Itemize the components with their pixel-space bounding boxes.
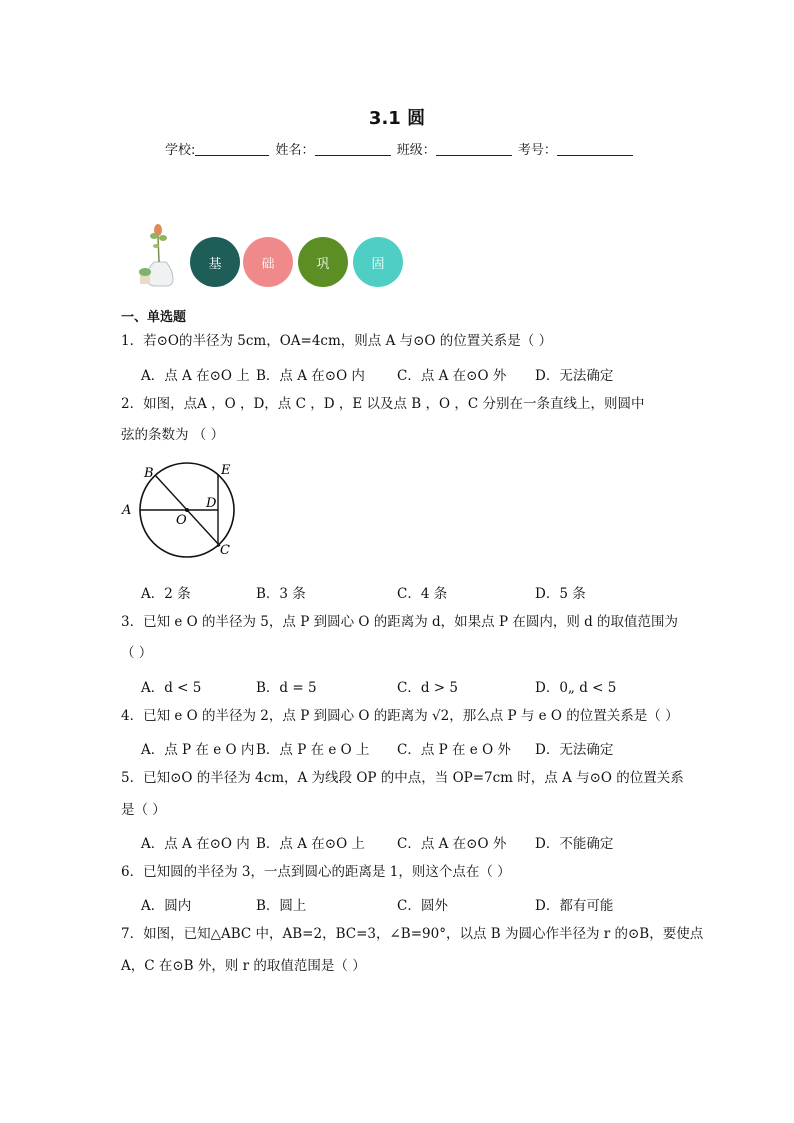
q5-option-d[interactable]: D．不能确定: [535, 836, 614, 852]
question-4-stem: 4．已知 e O 的半径为 2，点 P 到圆心 O 的距离为 √2，那么点 P 与 e O 的位置关系是（ ）: [121, 708, 679, 724]
name-label: 姓名：: [275, 143, 315, 158]
question-3-stem-line-1: 3．已知 e O 的半径为 5，点 P 到圆心 O 的距离为 d，如果点 P 在圆内，则 d 的取值范围为: [121, 614, 679, 630]
q1-option-c[interactable]: C．点 A 在⊙O 外: [397, 368, 507, 384]
q1-option-d[interactable]: D．无法确定: [535, 368, 614, 384]
class-label: 班级：: [396, 143, 436, 158]
question-5-stem-line-1: 5．已知⊙O 的半径为 4cm，A 为线段 OP 的中点，当 OP=7cm 时，点 A 与⊙O 的位置关系: [121, 770, 684, 786]
circle-chords-figure: [120, 458, 250, 560]
label-d: D: [206, 496, 217, 511]
q2-option-b[interactable]: B．3 条: [256, 586, 306, 602]
question-5-stem-line-2: 是（ ）: [121, 802, 166, 818]
banner-char-1: 基: [208, 256, 222, 272]
q3-option-d[interactable]: D．0„ d < 5: [535, 680, 617, 696]
banner-circle-1: [190, 237, 240, 287]
q2-option-d[interactable]: D．5 条: [535, 586, 586, 602]
banner-circle-4: [353, 237, 403, 287]
q4-option-b[interactable]: B．点 P 在 e O 上: [256, 742, 370, 758]
q3-option-b[interactable]: B．d = 5: [256, 680, 317, 696]
q6-option-b[interactable]: B．圆上: [256, 898, 307, 914]
exam-no-label: 考号：: [517, 143, 557, 158]
label-a: A: [122, 503, 132, 518]
q5-option-a[interactable]: A．点 A 在⊙O 内: [141, 836, 250, 852]
q5-option-c[interactable]: C．点 A 在⊙O 外: [397, 836, 507, 852]
question-2-stem-line-2: 弦的条数为 （ ）: [121, 427, 225, 443]
q4-option-d[interactable]: D．无法确定: [535, 742, 614, 758]
flower-vase-icon: [136, 222, 180, 288]
banner-char-2: 础: [261, 256, 275, 272]
banner-circle-3: [298, 237, 348, 287]
question-1-stem: 1．若⊙O的半径为 5cm，OA=4cm，则点 A 与⊙O 的位置关系是（ ）: [121, 333, 553, 349]
section-title: 一、单选题: [121, 310, 187, 325]
label-c: C: [220, 543, 230, 558]
question-7-stem-line-2: A，C 在⊙B 外，则 r 的取值范围是（ ）: [121, 958, 366, 974]
banner-char-3: 巩: [316, 256, 330, 272]
banner-circle-2: [243, 237, 293, 287]
class-blank[interactable]: [436, 141, 512, 156]
label-e: E: [221, 463, 231, 478]
q3-option-a[interactable]: A．d < 5: [141, 680, 202, 696]
school-label: 学校:: [165, 143, 196, 158]
label-b: B: [144, 466, 154, 481]
question-6-stem: 6．已知圆的半径为 3，一点到圆心的距离是 1，则这个点在（ ）: [121, 864, 511, 880]
question-7-stem-line-1: 7．如图，已知△ABC 中，AB=2，BC=3，∠B=90°，以点 B 为圆心作半径为 r 的⊙B，要使点: [121, 926, 704, 942]
name-blank[interactable]: [315, 141, 391, 156]
banner-char-4: 固: [371, 256, 385, 272]
page-title: 3.1 圆: [368, 108, 426, 129]
school-blank[interactable]: [195, 141, 269, 156]
student-info-line: [165, 139, 633, 158]
q6-option-d[interactable]: D．都有可能: [535, 898, 614, 914]
label-o: O: [176, 513, 187, 528]
q6-option-a[interactable]: A．圆内: [141, 898, 192, 914]
q2-option-c[interactable]: C．4 条: [397, 586, 448, 602]
q1-option-b[interactable]: B．点 A 在⊙O 内: [256, 368, 365, 384]
question-2-stem-line-1: 2．如图，点A ，O ，D，点 C ，D ，E 以及点 B ，O ，C 分别在一条直线上，则圆中: [121, 396, 645, 412]
exam-no-blank[interactable]: [557, 141, 633, 156]
q3-option-c[interactable]: C．d > 5: [397, 680, 458, 696]
q4-option-a[interactable]: A．点 P 在 e O 内: [141, 742, 255, 758]
q6-option-c[interactable]: C．圆外: [397, 898, 448, 914]
q1-option-a[interactable]: A．点 A 在⊙O 上: [141, 368, 250, 384]
q5-option-b[interactable]: B．点 A 在⊙O 上: [256, 836, 365, 852]
question-3-stem-line-2: （ ）: [121, 645, 153, 661]
q2-option-a[interactable]: A．2 条: [141, 586, 191, 602]
q4-option-c[interactable]: C．点 P 在 e O 外: [397, 742, 511, 758]
